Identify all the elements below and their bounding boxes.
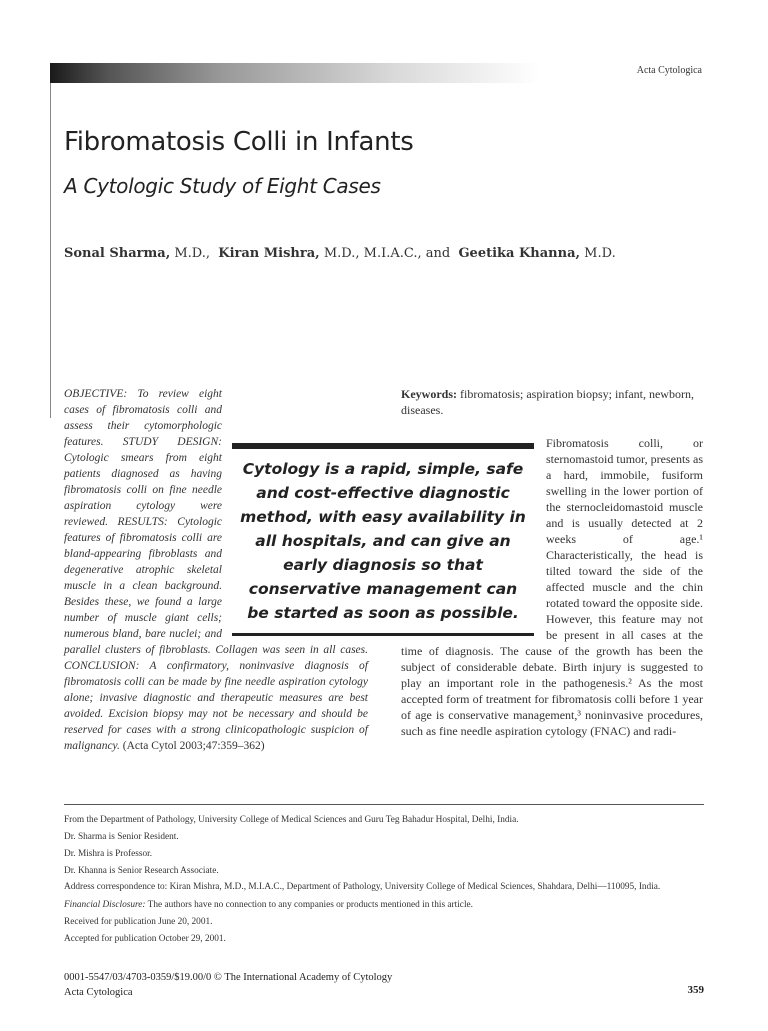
footnote-address: Address correspondence to: Kiran Mishra, M.D., M.I.A.C., Department of Pathology, University College of Medical Sciences, Shahdara, Delhi—110095, India.	[64, 882, 661, 892]
footnote-accepted: Accepted for publication October 29, 2001.	[64, 934, 226, 944]
author-degree: M.D.	[584, 246, 616, 261]
pull-quote	[232, 443, 534, 636]
header-bar	[50, 63, 540, 83]
page-number: 359	[687, 984, 704, 996]
footnote-received: Received for publication June 20, 2001.	[64, 917, 213, 927]
disclosure-label: Financial Disclosure:	[64, 900, 146, 910]
author-degree: M.D.,	[174, 246, 211, 261]
abstract-text: OBJECTIVE: To review eight cases of fibromatosis colli and assess their cytomorphologic features. STUDY DESIGN: Cytologic smears from eight patients diagnosed as having fibromatosis colli on fine needle aspiration cytology were reviewed. RESULTS: Cytologic features of fibromatosis colli are bland-appearing fibroblasts and degenerative atrophic skeletal muscle in a clean background. Besides these, we found a large number of muscle giant cells; numerous bland, bare nuclei; and parallel clusters of fibroblasts. Collagen was seen in all cases. CONCLUSION: A confirmatory, noninvasive diagnosis of fibromatosis colli can be made by fine needle aspiration cytology alone; invasive diagnostic and therapeutic measures are best avoided. Excision biopsy may not be necessary and should be reserved for cases with a strong clinicopathologic suspicion of malignancy.	[64, 388, 368, 752]
author-line	[64, 246, 616, 261]
margin-rule	[50, 83, 51, 418]
body-paragraph: Fibromatosis colli, or sternomastoid tumor, presents as a hard, immobile, fusiform swelling in the lower portion of the sternocleidomastoid muscle and is usually detected at 2 weeks of age.¹ Characteristically, the head is tilted toward the side of the affected muscle and the chin rotated toward the opposite side. However, this feature may not be present in all cases at the time of diagnosis. The cause of the growth has been the subject of considerable debate. Birth injury is suggested to play an important role in the pathogenesis.² As the most accepted form of treatment for fibromatosis colli before 1 year of age is conservative management,³ noninvasive procedures, such as fine needle aspiration cytology (FNAC) and radi-	[401, 436, 703, 738]
footnote-mishra: Dr. Mishra is Professor.	[64, 849, 153, 859]
pull-quote-text: Cytology is a rapid, simple, safe and cost-effective diagnostic method, with easy availability in all hospitals, and can give an early diagnosis so that conservative management can be started as soon as possible.	[240, 460, 526, 622]
footnote-khanna: Dr. Khanna is Senior Research Associate.	[64, 866, 219, 876]
keywords-label: Keywords:	[401, 387, 457, 401]
disclosure-text: The authors have no connection to any companies or products mentioned in this article.	[147, 900, 473, 910]
running-header: Acta Cytologica	[636, 65, 702, 76]
footnote-department: From the Department of Pathology, University College of Medical Sciences and Guru Teg Bahadur Hospital, Delhi, India.	[64, 815, 519, 825]
bottom-journal: Acta Cytologica	[64, 987, 133, 998]
author-name: Kiran Mishra,	[218, 246, 320, 261]
copyright-line: 0001-5547/03/4703-0359/$19.00/0 © The International Academy of Cytology	[64, 972, 393, 983]
footnote-rule	[64, 804, 704, 805]
keywords-text: fibromatosis; aspiration biopsy; infant, newborn, diseases.	[401, 387, 694, 417]
author-degree: M.D., M.I.A.C., and	[323, 246, 451, 261]
footnote-sharma: Dr. Sharma is Senior Resident.	[64, 832, 179, 842]
author-name: Sonal Sharma,	[64, 246, 171, 261]
footnote-disclosure	[64, 897, 704, 914]
article-subtitle: A Cytologic Study of Eight Cases	[64, 174, 381, 198]
keywords	[401, 386, 703, 418]
article-title: Fibromatosis Colli in Infants	[64, 127, 414, 157]
abstract-citation: (Acta Cytol 2003;47:359–362)	[122, 740, 265, 752]
bottom-info	[64, 970, 392, 1000]
footnotes	[64, 812, 704, 948]
author-name: Geetika Khanna,	[458, 246, 581, 261]
